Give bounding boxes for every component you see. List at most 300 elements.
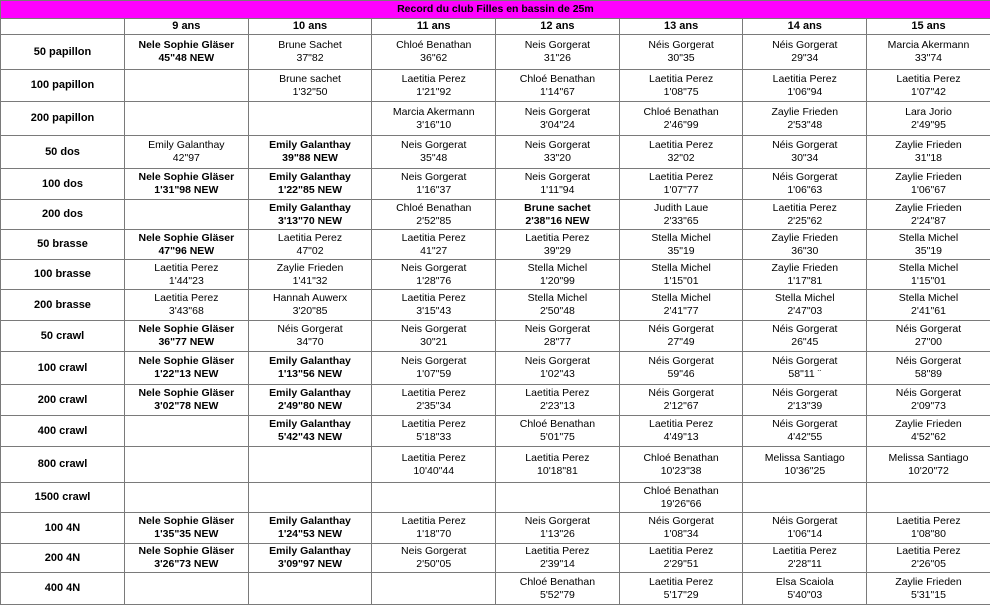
record-holder: Emily Galanthay xyxy=(269,201,351,214)
record-holder: Néis Gorgerat xyxy=(772,323,838,335)
record-holder: Laetitia Perez xyxy=(896,545,961,557)
record-holder: Elsa Scaiola xyxy=(775,575,834,588)
record-holder: Néis Gorgerat xyxy=(772,515,838,527)
record-time: 2'35"34 xyxy=(416,400,452,412)
event-label: 200 papillon xyxy=(1,102,125,136)
record-cell xyxy=(248,290,372,321)
record-cell xyxy=(743,230,867,260)
record-time: 1'06"67 xyxy=(911,184,946,196)
record-holder: Chloé Benathan xyxy=(519,72,596,85)
record-holder: Chloé Benathan xyxy=(396,39,472,51)
record-cell xyxy=(125,230,249,260)
record-cell xyxy=(248,513,372,544)
record-cell xyxy=(248,385,372,416)
table-row xyxy=(1,544,990,573)
record-cell xyxy=(867,385,990,416)
record-holder: Nele Sophie Gläser xyxy=(138,171,235,183)
record-holder: Lara Jorio xyxy=(905,105,952,118)
event-label: 100 crawl xyxy=(1,352,125,385)
record-holder: Stella Michel xyxy=(775,292,835,304)
event-label: 200 dos xyxy=(1,200,125,230)
record-cell xyxy=(496,169,620,200)
record-time: 26"45 xyxy=(791,336,819,348)
age-header: 13 ans xyxy=(619,19,743,35)
record-cell xyxy=(619,573,743,605)
record-holder: Néis Gorgerat xyxy=(895,387,962,399)
record-cell xyxy=(372,416,496,447)
record-time: 10'18"81 xyxy=(537,464,578,477)
record-cell xyxy=(496,573,620,605)
record-cell xyxy=(619,447,743,483)
record-time: 1'15"01 xyxy=(663,274,699,287)
record-holder: Emily Galanthay xyxy=(269,545,351,557)
event-label: 50 brasse xyxy=(1,230,125,260)
record-holder: Zaylie Frieden xyxy=(771,105,839,118)
record-holder: Néis Gorgerat xyxy=(648,387,714,399)
record-cell xyxy=(619,169,743,200)
event-label: 100 papillon xyxy=(1,70,125,102)
record-holder: Brune sachet xyxy=(279,72,341,85)
record-cell xyxy=(867,136,990,169)
record-holder: Melissa Santiago xyxy=(764,451,845,464)
record-holder: Néis Gorgerat xyxy=(772,418,838,430)
event-label: 50 crawl xyxy=(1,321,125,352)
record-cell xyxy=(619,352,743,385)
record-cell xyxy=(372,513,496,544)
empty-cell xyxy=(743,483,867,513)
record-cell xyxy=(248,352,372,385)
record-holder: Laetitia Perez xyxy=(648,139,714,151)
record-cell xyxy=(867,200,990,230)
record-holder: Neis Gorgerat xyxy=(524,515,591,527)
record-holder: Zaylie Frieden xyxy=(895,575,962,588)
record-time: 33"74 xyxy=(914,52,943,64)
event-label: 50 dos xyxy=(1,136,125,169)
record-time: 5'52"79 xyxy=(539,588,575,601)
record-time: 1'18"70 xyxy=(416,528,452,540)
record-cell xyxy=(867,169,990,200)
record-holder: Néis Gorgerat xyxy=(648,355,714,367)
record-time: 34"70 xyxy=(296,336,324,348)
table-row xyxy=(1,573,990,605)
record-cell xyxy=(248,200,372,230)
record-holder: Laetitia Perez xyxy=(525,545,590,557)
record-time: 33"20 xyxy=(543,152,571,164)
record-time: 35"19 xyxy=(914,244,943,257)
record-holder: Laetitia Perez xyxy=(648,575,714,588)
record-cell xyxy=(496,230,620,260)
record-time: 5'42"43 NEW xyxy=(277,431,343,443)
empty-cell xyxy=(248,573,372,605)
record-time: 1'08"34 xyxy=(663,528,699,540)
record-cell xyxy=(496,290,620,321)
table-row xyxy=(1,260,990,290)
record-cell xyxy=(496,70,620,102)
record-cell xyxy=(743,260,867,290)
record-cell xyxy=(619,136,743,169)
record-time: 1'22"13 NEW xyxy=(154,368,219,380)
record-holder: Nele Sophie Gläser xyxy=(138,323,235,335)
record-cell xyxy=(372,260,496,290)
record-time: 3'09"97 NEW xyxy=(277,558,343,570)
age-header-row xyxy=(1,19,990,35)
record-time: 1'11"94 xyxy=(540,184,575,196)
table-row xyxy=(1,352,990,385)
record-holder: Nele Sophie Gläser xyxy=(138,545,235,557)
table-title: Record du club Filles en bassin de 25m xyxy=(1,1,990,19)
record-time: 45"48 NEW xyxy=(158,52,215,64)
record-holder: Laetitia Perez xyxy=(154,292,219,304)
record-holder: Néis Gorgerat xyxy=(277,323,343,335)
record-cell xyxy=(496,352,620,385)
record-holder: Laetitia Perez xyxy=(277,231,343,244)
record-cell xyxy=(372,136,496,169)
record-cell xyxy=(867,70,990,102)
record-holder: Chloé Benathan xyxy=(519,418,596,430)
record-time: 3'15"43 xyxy=(416,305,452,317)
record-time: 1'22"85 NEW xyxy=(277,184,343,196)
record-time: 19'26"66 xyxy=(660,497,702,510)
record-holder: Zaylie Frieden xyxy=(895,418,962,430)
table-row xyxy=(1,290,990,321)
age-header: 11 ans xyxy=(372,19,496,35)
record-holder: Laetitia Perez xyxy=(154,261,219,274)
record-time: 1'06"14 xyxy=(787,528,823,540)
record-cell xyxy=(496,447,620,483)
age-header: 15 ans xyxy=(867,19,990,35)
empty-cell xyxy=(372,483,496,513)
record-time: 1'31"98 NEW xyxy=(154,184,219,196)
record-cell xyxy=(619,230,743,260)
record-cell xyxy=(372,352,496,385)
age-header: 14 ans xyxy=(743,19,867,35)
record-holder: Néis Gorgerat xyxy=(772,355,838,367)
record-time: 2'33"65 xyxy=(663,214,699,227)
record-holder: Emily Galanthay xyxy=(269,355,351,367)
record-cell xyxy=(372,35,496,70)
record-cell xyxy=(496,35,620,70)
record-time: 10'40"44 xyxy=(413,464,455,477)
record-cell xyxy=(372,200,496,230)
record-cell xyxy=(496,385,620,416)
record-holder: Néis Gorgerat xyxy=(648,39,714,51)
record-cell xyxy=(867,290,990,321)
record-cell xyxy=(619,35,743,70)
record-time: 2'41"61 xyxy=(911,305,946,317)
record-holder: Neis Gorgerat xyxy=(524,323,591,335)
record-holder: Marcia Akermann xyxy=(887,39,970,51)
record-holder: Laetitia Perez xyxy=(772,72,837,85)
age-header: 12 ans xyxy=(496,19,620,35)
record-holder: Laetitia Perez xyxy=(648,418,714,430)
empty-cell xyxy=(125,70,249,102)
record-cell xyxy=(372,447,496,483)
empty-cell xyxy=(125,483,249,513)
record-holder: Emily Galanthay xyxy=(269,418,351,430)
record-holder: Néis Gorgerat xyxy=(772,139,838,151)
record-time: 3'16"10 xyxy=(416,118,452,131)
record-time: 1'13"56 NEW xyxy=(277,368,343,380)
record-holder: Chloé Benathan xyxy=(643,484,719,497)
empty-cell xyxy=(248,447,372,483)
record-cell xyxy=(248,544,372,573)
record-cell xyxy=(248,169,372,200)
event-label: 400 crawl xyxy=(1,416,125,447)
empty-cell xyxy=(125,102,249,136)
record-holder: Marcia Akermann xyxy=(392,105,475,118)
record-cell xyxy=(867,35,990,70)
record-time: 1'08"80 xyxy=(911,528,946,540)
record-time: 35"48 xyxy=(420,152,448,164)
record-time: 3'13"70 NEW xyxy=(277,214,343,227)
record-cell xyxy=(496,416,620,447)
record-time: 4'42"55 xyxy=(787,431,823,443)
record-holder: Chloé Benathan xyxy=(396,201,472,214)
table-row xyxy=(1,321,990,352)
event-label: 1500 crawl xyxy=(1,483,125,513)
record-time: 36"30 xyxy=(791,244,819,257)
record-time: 2'53"48 xyxy=(787,118,823,131)
record-time: 5'17"29 xyxy=(663,588,699,601)
record-time: 2'38"16 NEW xyxy=(525,214,590,227)
record-cell xyxy=(619,483,743,513)
record-time: 36"77 NEW xyxy=(158,336,215,348)
record-cell xyxy=(372,290,496,321)
empty-cell xyxy=(248,102,372,136)
record-holder: Laetitia Perez xyxy=(401,72,466,85)
event-label: 100 dos xyxy=(1,169,125,200)
event-label: 100 brasse xyxy=(1,260,125,290)
record-time: 1'13"26 xyxy=(539,528,575,540)
record-time: 36"62 xyxy=(420,52,448,64)
record-holder: Laetitia Perez xyxy=(896,72,961,85)
record-cell xyxy=(496,260,620,290)
record-time: 5'18"33 xyxy=(416,431,452,443)
record-holder: Laetitia Perez xyxy=(401,418,466,430)
record-time: 1'24"53 NEW xyxy=(277,528,343,540)
table-row xyxy=(1,200,990,230)
record-time: 35"19 xyxy=(667,244,695,257)
record-cell xyxy=(867,513,990,544)
record-time: 31"18 xyxy=(914,152,943,164)
record-holder: Emily Galanthay xyxy=(269,387,351,399)
event-label: 200 crawl xyxy=(1,385,125,416)
record-time: 2'25"62 xyxy=(787,214,823,227)
record-holder: Stella Michel xyxy=(527,292,588,304)
record-holder: Néis Gorgerat xyxy=(648,323,714,335)
record-cell xyxy=(125,136,249,169)
record-cell xyxy=(248,230,372,260)
record-cell xyxy=(743,290,867,321)
record-holder: Nele Sophie Gläser xyxy=(138,231,235,244)
event-label: 800 crawl xyxy=(1,447,125,483)
record-cell xyxy=(125,321,249,352)
record-holder: Zaylie Frieden xyxy=(895,201,962,214)
empty-cell xyxy=(372,573,496,605)
record-holder: Zaylie Frieden xyxy=(771,231,839,244)
record-time: 5'40"03 xyxy=(787,588,823,601)
record-time: 29"34 xyxy=(791,52,819,64)
record-cell xyxy=(619,385,743,416)
record-holder: Stella Michel xyxy=(651,261,711,274)
record-time: 2'41"77 xyxy=(663,305,699,317)
record-time: 1'41"32 xyxy=(292,274,328,287)
empty-cell xyxy=(867,483,990,513)
record-time: 2'13"39 xyxy=(787,400,823,412)
table-row xyxy=(1,416,990,447)
record-holder: Nele Sophie Gläser xyxy=(138,387,235,399)
event-label: 200 brasse xyxy=(1,290,125,321)
record-cell xyxy=(125,513,249,544)
record-time: 1'16"37 xyxy=(416,184,452,196)
record-time: 1'17"81 xyxy=(787,274,823,287)
record-cell xyxy=(125,544,249,573)
record-time: 1'14"67 xyxy=(539,85,575,98)
record-holder: Laetitia Perez xyxy=(401,231,466,244)
record-holder: Neis Gorgerat xyxy=(524,171,591,183)
record-holder: Neis Gorgerat xyxy=(401,355,467,367)
record-time: 2'46"99 xyxy=(663,118,699,131)
record-cell xyxy=(867,102,990,136)
record-cell xyxy=(619,290,743,321)
record-holder: Emily Galanthay xyxy=(148,139,225,151)
record-time: 30"34 xyxy=(791,152,819,164)
record-holder: Brune Sachet xyxy=(278,39,342,51)
record-holder: Emily Galanthay xyxy=(269,515,351,527)
record-cell xyxy=(248,416,372,447)
record-cell xyxy=(867,544,990,573)
record-time: 32"02 xyxy=(667,152,695,164)
record-time: 59"46 xyxy=(667,368,695,380)
record-time: 1'32"50 xyxy=(292,85,328,98)
record-time: 2'39"14 xyxy=(539,558,575,570)
record-time: 2'12"67 xyxy=(663,400,699,412)
record-time: 41"27 xyxy=(420,244,448,257)
record-time: 3'02"78 NEW xyxy=(154,400,219,412)
record-cell xyxy=(496,544,620,573)
record-cell xyxy=(125,352,249,385)
record-cell xyxy=(496,321,620,352)
table-row xyxy=(1,136,990,169)
record-time: 2'47"03 xyxy=(787,305,823,317)
record-cell xyxy=(619,544,743,573)
record-time: 2'49"95 xyxy=(911,118,946,131)
empty-cell xyxy=(125,416,249,447)
record-cell xyxy=(372,102,496,136)
record-time: 2'50"48 xyxy=(539,305,575,317)
age-header: 10 ans xyxy=(248,19,372,35)
record-cell xyxy=(867,230,990,260)
record-time: 1'07"77 xyxy=(663,184,699,196)
record-cell xyxy=(743,447,867,483)
record-cell xyxy=(125,385,249,416)
record-cell xyxy=(248,260,372,290)
record-holder: Laetitia Perez xyxy=(648,545,714,557)
record-time: 1'08"75 xyxy=(663,85,699,98)
record-time: 2'49"80 NEW xyxy=(277,400,343,412)
record-time: 2'50"05 xyxy=(416,558,452,570)
record-time: 1'44"23 xyxy=(168,274,204,287)
empty-cell xyxy=(125,573,249,605)
record-holder: Neis Gorgerat xyxy=(524,39,591,51)
record-holder: Neis Gorgerat xyxy=(401,545,467,557)
record-holder: Neis Gorgerat xyxy=(524,105,591,118)
record-cell xyxy=(372,385,496,416)
record-time: 27"49 xyxy=(667,336,695,348)
record-cell xyxy=(619,321,743,352)
record-holder: Néis Gorgerat xyxy=(772,171,838,183)
record-holder: Néis Gorgerat xyxy=(648,515,714,527)
record-time: 1'02"43 xyxy=(539,368,575,380)
record-cell xyxy=(372,230,496,260)
record-cell xyxy=(619,200,743,230)
table-row xyxy=(1,102,990,136)
table-row xyxy=(1,169,990,200)
record-holder: Néis Gorgerat xyxy=(772,387,838,399)
record-time: 4'49"13 xyxy=(663,431,699,443)
record-cell xyxy=(743,169,867,200)
record-holder: Stella Michel xyxy=(898,231,959,244)
record-holder: Laetitia Perez xyxy=(401,387,466,399)
record-holder: Brune sachet xyxy=(524,201,591,214)
record-cell xyxy=(619,260,743,290)
record-cell xyxy=(867,260,990,290)
record-holder: Néis Gorgerat xyxy=(895,323,962,335)
record-holder: Néis Gorgerat xyxy=(772,39,838,51)
record-holder: Neis Gorgerat xyxy=(401,171,467,183)
record-cell xyxy=(248,35,372,70)
record-time: 1'21"92 xyxy=(416,85,452,98)
record-time: 1'07"59 xyxy=(416,368,452,380)
record-cell xyxy=(372,169,496,200)
record-holder: Judith Laue xyxy=(653,201,709,214)
record-holder: Neis Gorgerat xyxy=(524,139,591,151)
record-time: 3'26"73 NEW xyxy=(154,558,219,570)
record-cell xyxy=(619,102,743,136)
record-holder: Laetitia Perez xyxy=(525,231,590,244)
record-time: 5'01"75 xyxy=(539,431,575,443)
empty-cell xyxy=(248,483,372,513)
record-holder: Laetitia Perez xyxy=(525,387,590,399)
record-holder: Laetitia Perez xyxy=(772,545,837,557)
record-cell xyxy=(743,70,867,102)
table-row xyxy=(1,447,990,483)
record-holder: Laetitia Perez xyxy=(401,515,466,527)
record-cell xyxy=(248,321,372,352)
record-holder: Chloé Benathan xyxy=(643,105,719,118)
record-holder: Nele Sophie Gläser xyxy=(138,355,235,367)
table-row xyxy=(1,35,990,70)
event-label: 50 papillon xyxy=(1,35,125,70)
record-time: 58"89 xyxy=(914,368,943,380)
record-cell xyxy=(867,321,990,352)
record-time: 31"26 xyxy=(543,52,571,64)
record-cell xyxy=(372,70,496,102)
record-holder: Stella Michel xyxy=(651,292,711,304)
title-row xyxy=(1,1,990,19)
record-holder: Hannah Auwerx xyxy=(272,292,348,304)
record-holder: Laetitia Perez xyxy=(525,451,590,464)
record-cell xyxy=(372,321,496,352)
record-cell xyxy=(743,102,867,136)
record-cell xyxy=(496,513,620,544)
record-time: 1'28"76 xyxy=(416,274,452,287)
record-holder: Zaylie Frieden xyxy=(895,171,962,183)
record-time: 2'28"11 xyxy=(787,558,822,570)
record-cell xyxy=(619,416,743,447)
record-holder: Neis Gorgerat xyxy=(401,139,467,151)
record-cell xyxy=(248,136,372,169)
